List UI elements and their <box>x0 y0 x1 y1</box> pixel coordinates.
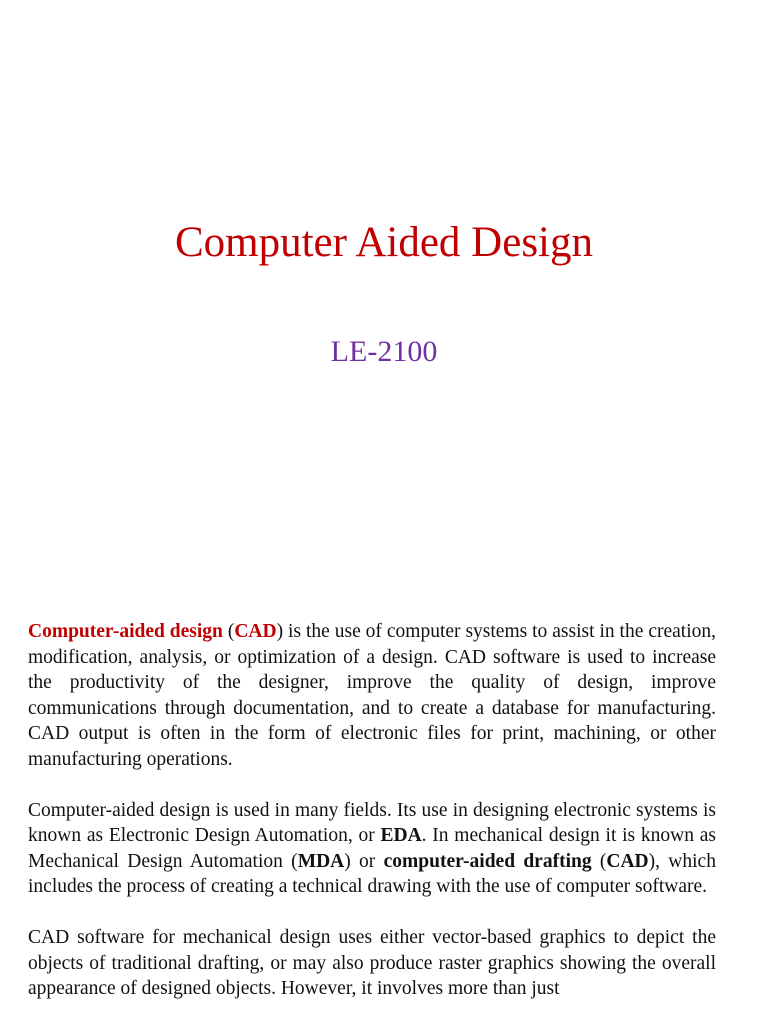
text-run: ( <box>591 850 607 872</box>
bold-term-eda: EDA <box>380 825 422 846</box>
bold-term-drafting: computer-aided drafting <box>383 850 592 872</box>
text-run: ), which includes the process of creating a technical drawing with the use of computer software. <box>28 850 716 897</box>
course-code: LE-2100 <box>330 335 438 368</box>
text-run: . In mechanical design it is known as Mechanical Design Automation ( <box>28 825 716 872</box>
paragraph-software: CAD software for mechanical design uses either vector-based graphics to depict the objects of traditional drafting, or may also produce raster graphics showing the overall appearance of designed objects. However, it involves more than just <box>28 927 716 999</box>
paragraph-fields <box>28 798 716 900</box>
bold-term-mda: MDA <box>297 850 345 872</box>
body-text <box>28 619 716 1024</box>
term-highlight: Computer-aided design <box>28 621 223 642</box>
bold-term-cad: CAD <box>606 850 649 872</box>
paren-close: ) <box>276 621 284 642</box>
text-run: ) or <box>344 850 384 872</box>
paragraph-cad-definition <box>28 619 716 772</box>
paren-open: ( <box>222 621 235 642</box>
abbr-highlight: CAD <box>234 621 277 642</box>
page-title: Computer Aided Design <box>174 219 593 266</box>
text-run: Computer-aided design is used in many fields. Its use in designing electronic systems is known as Electronic Design Automation, or <box>28 799 716 846</box>
paragraph-text: is the use of computer systems to assist in the creation, modification, analysis, or optimization of a design. CAD software is used to increase the productivity of the designer, improve the quality of design, improve communications through documentation, and to create a database for manufacturing. CAD output is often in the form of electronic files for print, machining, or other manufacturing operations. <box>28 621 716 770</box>
